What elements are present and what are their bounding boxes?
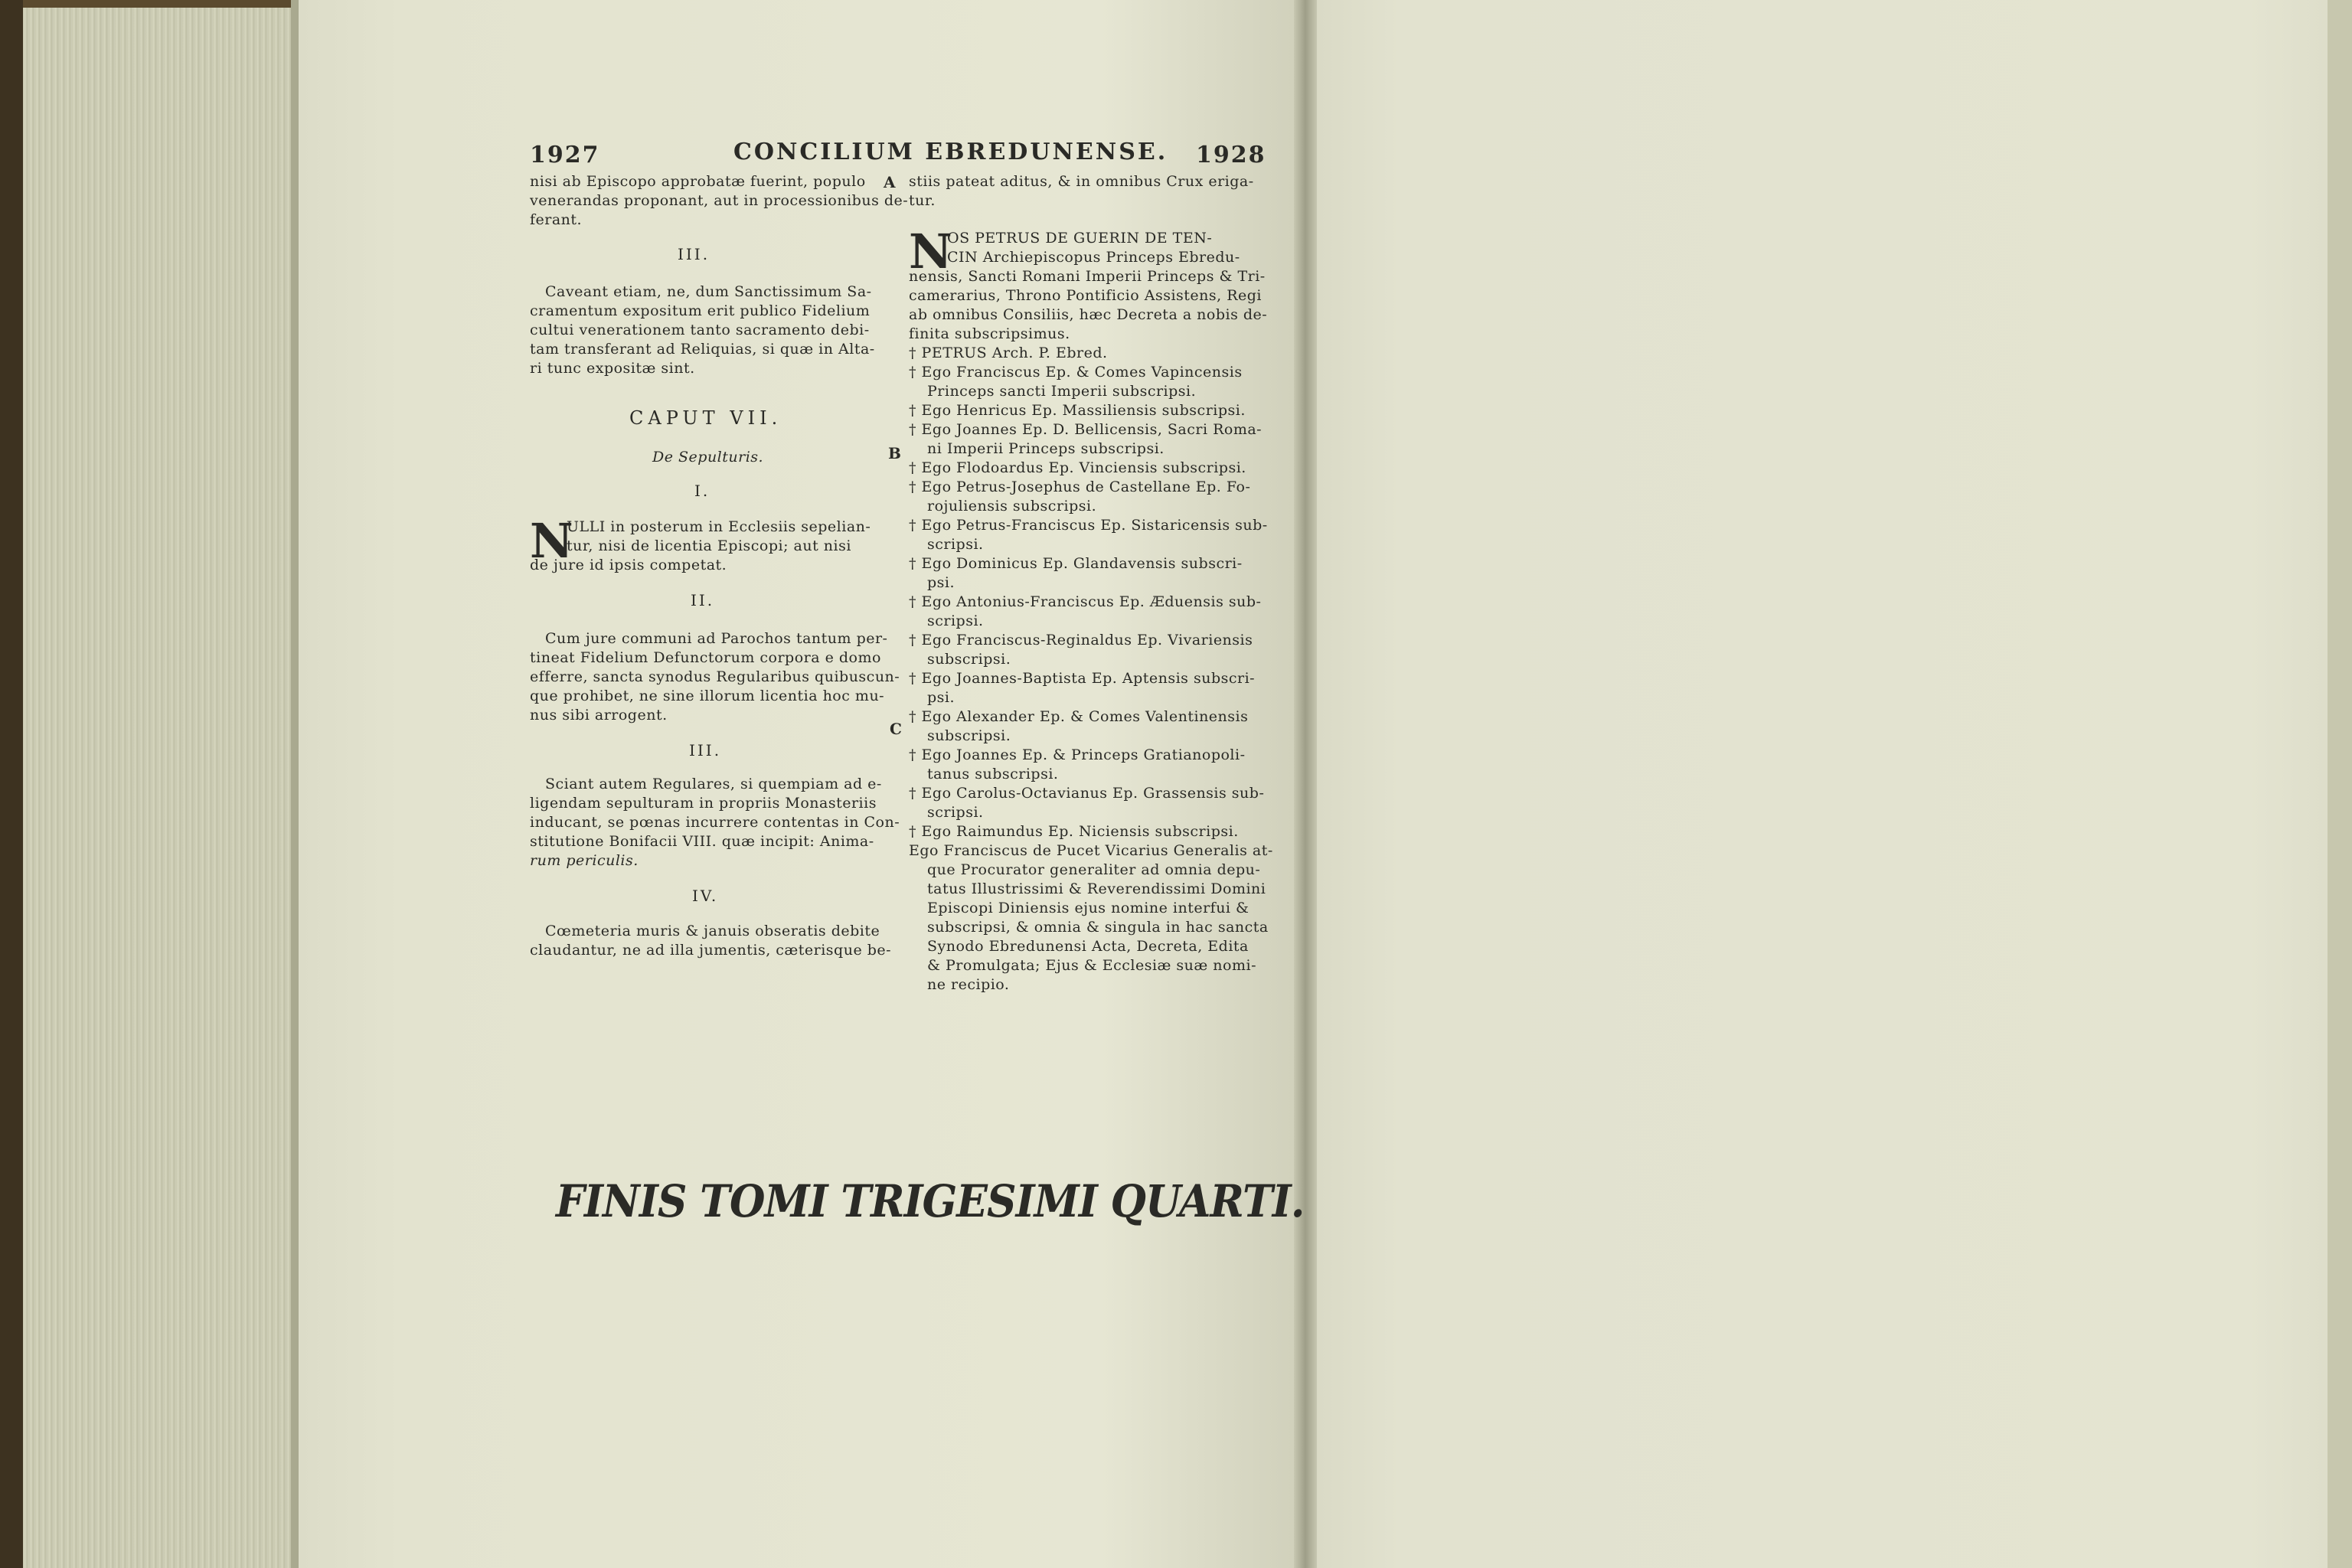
text-line: de jure id ipsis competat. — [530, 557, 727, 573]
book-cover-edge — [0, 0, 23, 1568]
text-line: ULLI in posterum in Ecclesiis sepelian- — [567, 518, 871, 535]
signature-line: psi. — [927, 689, 956, 706]
text-line: OS PETRUS DE GUERIN DE TEN- — [947, 230, 1213, 247]
text-line: Caveant etiam, ne, dum Sanctissimum Sa- — [545, 283, 872, 300]
signature-line: † Ego Henricus Ep. Massiliensis subscripsi. — [909, 402, 1246, 419]
text-line: tineat Fidelium Defunctorum corpora e domo — [530, 649, 881, 666]
text-line: claudantur, ne ad illa jumentis, cæterisque be- — [530, 942, 892, 959]
signature-line: † Ego Flodoardus Ep. Vinciensis subscripsi. — [909, 459, 1246, 476]
text-line: que prohibet, ne sine illorum licentia hoc mu- — [530, 688, 885, 704]
margin-letter-c: C — [890, 720, 902, 738]
section-number: III. — [689, 741, 722, 760]
signature-line: scripsi. — [927, 804, 984, 821]
signature-line: † Ego Alexander Ep. & Comes Valentinensis — [909, 708, 1249, 725]
section-number: I. — [694, 482, 710, 500]
text-line: inducant, se pœnas incurrere contentas in Con- — [530, 814, 900, 831]
section-number: IV. — [692, 887, 719, 905]
signature-line: † Ego Franciscus Ep. & Comes Vapincensis — [909, 364, 1243, 381]
text-line: Cum jure communi ad Parochos tantum per- — [545, 630, 888, 647]
signature-line: ne recipio. — [927, 976, 1010, 993]
margin-letter-a: A — [884, 173, 896, 191]
text-line: nisi ab Episcopo approbatæ fuerint, populo — [530, 173, 866, 190]
text-line: rum periculis. — [530, 852, 639, 869]
signature-line: † Ego Antonius-Franciscus Ep. Æduensis sub- — [909, 593, 1262, 610]
right-page-blank — [1317, 0, 2352, 1568]
text-line: cultui venerationem tanto sacramento debi- — [530, 322, 870, 338]
text-line: nensis, Sancti Romani Imperii Princeps & Tri- — [909, 268, 1266, 285]
text-line: ab omnibus Consiliis, hæc Decreta a nobis de- — [909, 306, 1268, 323]
chapter-title: CAPUT VII. — [629, 407, 782, 429]
text-line: tur, nisi de licentia Episcopi; aut nisi — [567, 537, 851, 554]
text-line: ferant. — [530, 211, 583, 228]
drop-cap: N — [530, 513, 573, 569]
page-number-right: 1928 — [1196, 142, 1266, 168]
page-number-left: 1927 — [530, 142, 600, 168]
signature-line: † Ego Franciscus-Reginaldus Ep. Vivariensis — [909, 632, 1253, 648]
right-page-edge — [2328, 0, 2352, 1568]
text-line: venerandas proponant, aut in processionibus de- — [530, 192, 909, 209]
text-line: Cœmeteria muris & januis obseratis debite — [545, 923, 880, 939]
signature-line: Synodo Ebredunensi Acta, Decreta, Edita — [927, 938, 1249, 955]
signature-line: tatus Illustrissimi & Reverendissimi Domini — [927, 880, 1266, 897]
signature-line: † Ego Petrus-Josephus de Castellane Ep. Fo- — [909, 479, 1251, 495]
signature-line: ni Imperii Princeps subscripsi. — [927, 440, 1165, 457]
signature-line: & Promulgata; Ejus & Ecclesiæ suæ nomi- — [927, 957, 1256, 974]
signature-line: † Ego Raimundus Ep. Niciensis subscripsi. — [909, 823, 1239, 840]
text-line: cramentum expositum erit publico Fidelium — [530, 302, 871, 319]
signature-line: Ego Franciscus de Pucet Vicarius Generalis at- — [909, 842, 1273, 859]
text-line: Sciant autem Regulares, si quempiam ad e- — [545, 776, 882, 792]
signature-line: rojuliensis subscripsi. — [927, 498, 1097, 514]
signature-line: † Ego Dominicus Ep. Glandavensis subscri- — [909, 555, 1243, 572]
finis-title: FINIS TOMI TRIGESIMI QUARTI. — [556, 1175, 1305, 1227]
text-line: ri tunc expositæ sint. — [530, 360, 695, 377]
signature-line: psi. — [927, 574, 956, 591]
book-gutter — [1294, 0, 1317, 1568]
text-line: tam transferant ad Reliquias, si quæ in Alta- — [530, 341, 875, 358]
chapter-subtitle: De Sepulturis. — [652, 449, 764, 466]
text-line: CIN Archiepiscopus Princeps Ebredu- — [947, 249, 1240, 266]
signature-line: subscripsi. — [927, 651, 1011, 668]
signature-line: que Procurator generaliter ad omnia depu- — [927, 861, 1261, 878]
signature-line: scripsi. — [927, 536, 984, 553]
text-line: camerarius, Throno Pontificio Assistens, Regi — [909, 287, 1263, 304]
signature-line: Princeps sancti Imperii subscripsi. — [927, 383, 1197, 400]
signature-line: † Ego Carolus-Octavianus Ep. Grassensis sub- — [909, 785, 1265, 802]
text-line: stiis pateat aditus, & in omnibus Crux eriga- — [909, 173, 1254, 190]
text-line: nus sibi arrogent. — [530, 707, 668, 724]
signature-line: † Ego Joannes-Baptista Ep. Aptensis subscri- — [909, 670, 1256, 687]
signature-line: subscripsi. — [927, 727, 1011, 744]
text-line: stitutione Bonifacii VIII. quæ incipit: Anima- — [530, 833, 874, 850]
signature-line: tanus subscripsi. — [927, 766, 1059, 782]
text-line: tur. — [909, 192, 936, 209]
signature-line: † PETRUS Arch. P. Ebred. — [909, 345, 1108, 361]
signature-line: scripsi. — [927, 612, 984, 629]
signature-line: † Ego Petrus-Franciscus Ep. Sistaricensis sub- — [909, 517, 1268, 534]
page-block-edges — [23, 8, 291, 1568]
margin-letter-b: B — [888, 444, 901, 462]
text-line: finita subscripsimus. — [909, 325, 1070, 342]
drop-cap: N — [909, 224, 952, 279]
running-title: CONCILIUM EBREDUNENSE. — [733, 139, 1168, 165]
text-line: efferre, sancta synodus Regularibus quibuscun- — [530, 668, 900, 685]
signature-line: Episcopi Diniensis ejus nomine interfui & — [927, 900, 1250, 916]
section-number: III. — [678, 245, 710, 263]
signature-line: † Ego Joannes Ep. D. Bellicensis, Sacri Roma- — [909, 421, 1263, 438]
section-number: II. — [691, 591, 715, 609]
signature-line: † Ego Joannes Ep. & Princeps Gratianopoli- — [909, 746, 1246, 763]
signature-line: subscripsi, & omnia & singula in hac sancta — [927, 919, 1269, 936]
text-line: ligendam sepulturam in propriis Monasteriis — [530, 795, 877, 812]
page-fold — [291, 0, 299, 1568]
